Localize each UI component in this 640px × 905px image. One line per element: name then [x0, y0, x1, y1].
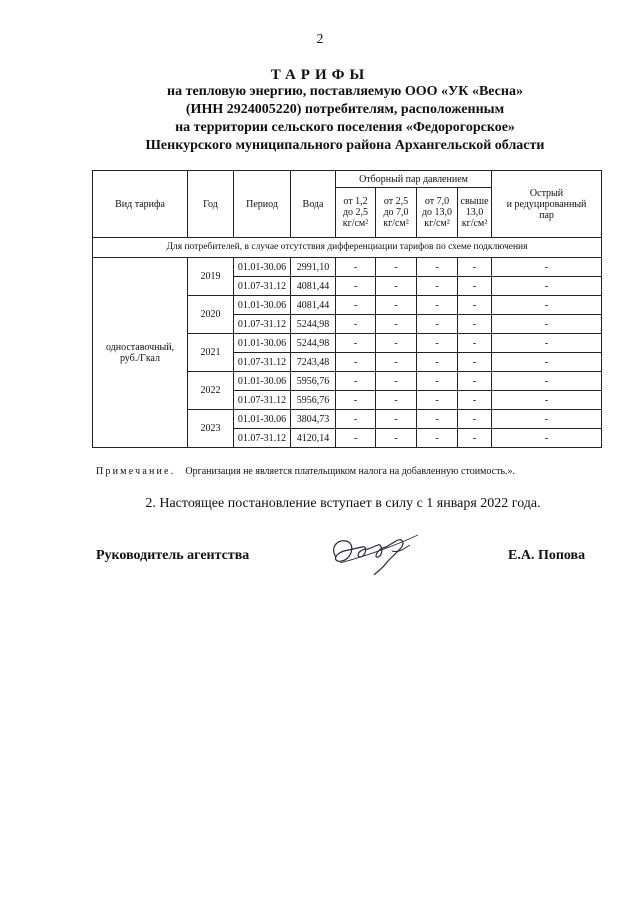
period-cell: 01.07-31.12	[234, 315, 291, 334]
signature-image	[322, 527, 432, 577]
acute-steam-value-cell: -	[492, 410, 602, 429]
signatory-name: Е.А. Попова	[508, 548, 586, 563]
water-value-cell: 5956,76	[291, 391, 336, 410]
steam-value-cell: -	[336, 410, 376, 429]
note-label: Примечание.	[96, 466, 176, 477]
steam-value-cell: -	[336, 372, 376, 391]
header-year: Год	[188, 171, 234, 238]
steam-value-cell: -	[376, 334, 417, 353]
subtitle-line-4: Шенкурского муниципального района Архангельской области	[145, 138, 545, 153]
water-value-cell: 7243,48	[291, 353, 336, 372]
acute-steam-value-cell: -	[492, 334, 602, 353]
steam-value-cell: -	[417, 296, 458, 315]
period-cell: 01.01-30.06	[234, 410, 291, 429]
subtitle-line-3: на территории сельского поселения «Федорогорское»	[175, 120, 515, 135]
water-value-cell: 3804,73	[291, 410, 336, 429]
steam-value-cell: -	[336, 334, 376, 353]
header-steam-4: свыше 13,0 кг/см²	[458, 188, 492, 238]
signatory-role: Руководитель агентства	[96, 548, 250, 563]
steam-value-cell: -	[458, 429, 492, 448]
header-acute-steam	[492, 171, 602, 238]
acute-steam-value-cell: -	[492, 391, 602, 410]
page-number: 2	[316, 32, 324, 47]
water-value-cell: 5244,98	[291, 315, 336, 334]
steam-value-cell: -	[417, 353, 458, 372]
period-cell: 01.07-31.12	[234, 353, 291, 372]
steam-value-cell: -	[376, 277, 417, 296]
acute-steam-value-cell: -	[492, 296, 602, 315]
acute-steam-value-cell: -	[492, 429, 602, 448]
steam-value-cell: -	[458, 315, 492, 334]
note	[96, 466, 515, 477]
steam-value-cell: -	[376, 296, 417, 315]
tariff-type-cell: одноставочный, руб./Гкал	[93, 258, 188, 448]
note-text: Организация не является плательщиком налога на добавленную стоимость.».	[185, 466, 516, 477]
water-value-cell: 4081,44	[291, 296, 336, 315]
tariff-table	[92, 170, 602, 448]
steam-value-cell: -	[376, 353, 417, 372]
steam-value-cell: -	[417, 277, 458, 296]
header-steam-1: от 1,2 до 2,5 кг/см²	[336, 188, 376, 238]
header-acute-line1: Острый	[529, 187, 564, 199]
period-cell: 01.01-30.06	[234, 372, 291, 391]
steam-value-cell: -	[458, 296, 492, 315]
steam-value-cell: -	[376, 391, 417, 410]
water-value-cell: 5956,76	[291, 372, 336, 391]
period-cell: 01.01-30.06	[234, 334, 291, 353]
header-period: Период	[234, 171, 291, 238]
steam-value-cell: -	[417, 410, 458, 429]
steam-value-cell: -	[417, 315, 458, 334]
steam-value-cell: -	[458, 353, 492, 372]
water-value-cell: 4081,44	[291, 277, 336, 296]
steam-value-cell: -	[336, 353, 376, 372]
header-tariff-type: Вид тарифа	[93, 171, 188, 238]
period-cell: 01.01-30.06	[234, 258, 291, 277]
period-cell: 01.07-31.12	[234, 391, 291, 410]
effective-clause: 2. Настоящее постановление вступает в силу с 1 января 2022 года.	[145, 496, 541, 511]
header-steam-2: от 2,5 до 7,0 кг/см²	[376, 188, 417, 238]
steam-value-cell: -	[336, 296, 376, 315]
steam-value-cell: -	[417, 391, 458, 410]
subtitle-line-1: на тепловую энергию, поставляемую ООО «УК «Весна»	[167, 84, 523, 99]
acute-steam-value-cell: -	[492, 372, 602, 391]
table-row	[93, 258, 602, 277]
water-value-cell: 2991,10	[291, 258, 336, 277]
year-cell: 2020	[188, 296, 234, 334]
acute-steam-value-cell: -	[492, 258, 602, 277]
steam-value-cell: -	[376, 315, 417, 334]
steam-value-cell: -	[336, 391, 376, 410]
subtitle-line-2: (ИНН 2924005220) потребителям, расположенным	[185, 102, 505, 117]
period-cell: 01.07-31.12	[234, 429, 291, 448]
steam-value-cell: -	[458, 391, 492, 410]
water-value-cell: 5244,98	[291, 334, 336, 353]
header-water: Вода	[291, 171, 336, 238]
period-cell: 01.07-31.12	[234, 277, 291, 296]
steam-value-cell: -	[417, 258, 458, 277]
header-acute-line3: пар	[539, 209, 554, 221]
steam-value-cell: -	[458, 277, 492, 296]
steam-value-cell: -	[336, 258, 376, 277]
steam-value-cell: -	[376, 410, 417, 429]
steam-value-cell: -	[417, 334, 458, 353]
header-steam-group: Отборный пар давлением	[336, 171, 492, 188]
steam-value-cell: -	[336, 315, 376, 334]
steam-value-cell: -	[336, 277, 376, 296]
acute-steam-value-cell: -	[492, 277, 602, 296]
section-label: Для потребителей, в случае отсутствия дифференциации тарифов по схеме подключения	[93, 238, 602, 258]
steam-value-cell: -	[417, 429, 458, 448]
steam-value-cell: -	[376, 429, 417, 448]
steam-value-cell: -	[376, 372, 417, 391]
steam-value-cell: -	[336, 429, 376, 448]
header-steam-3: от 7,0 до 13,0 кг/см²	[417, 188, 458, 238]
header-acute-line2: и редуцированный	[506, 198, 587, 210]
year-cell: 2022	[188, 372, 234, 410]
year-cell: 2021	[188, 334, 234, 372]
steam-value-cell: -	[458, 410, 492, 429]
steam-value-cell: -	[417, 372, 458, 391]
water-value-cell: 4120,14	[291, 429, 336, 448]
document-title: ТАРИФЫ	[270, 67, 370, 83]
acute-steam-value-cell: -	[492, 315, 602, 334]
steam-value-cell: -	[376, 258, 417, 277]
year-cell: 2019	[188, 258, 234, 296]
period-cell: 01.01-30.06	[234, 296, 291, 315]
steam-value-cell: -	[458, 258, 492, 277]
year-cell: 2023	[188, 410, 234, 448]
steam-value-cell: -	[458, 334, 492, 353]
steam-value-cell: -	[458, 372, 492, 391]
acute-steam-value-cell: -	[492, 353, 602, 372]
